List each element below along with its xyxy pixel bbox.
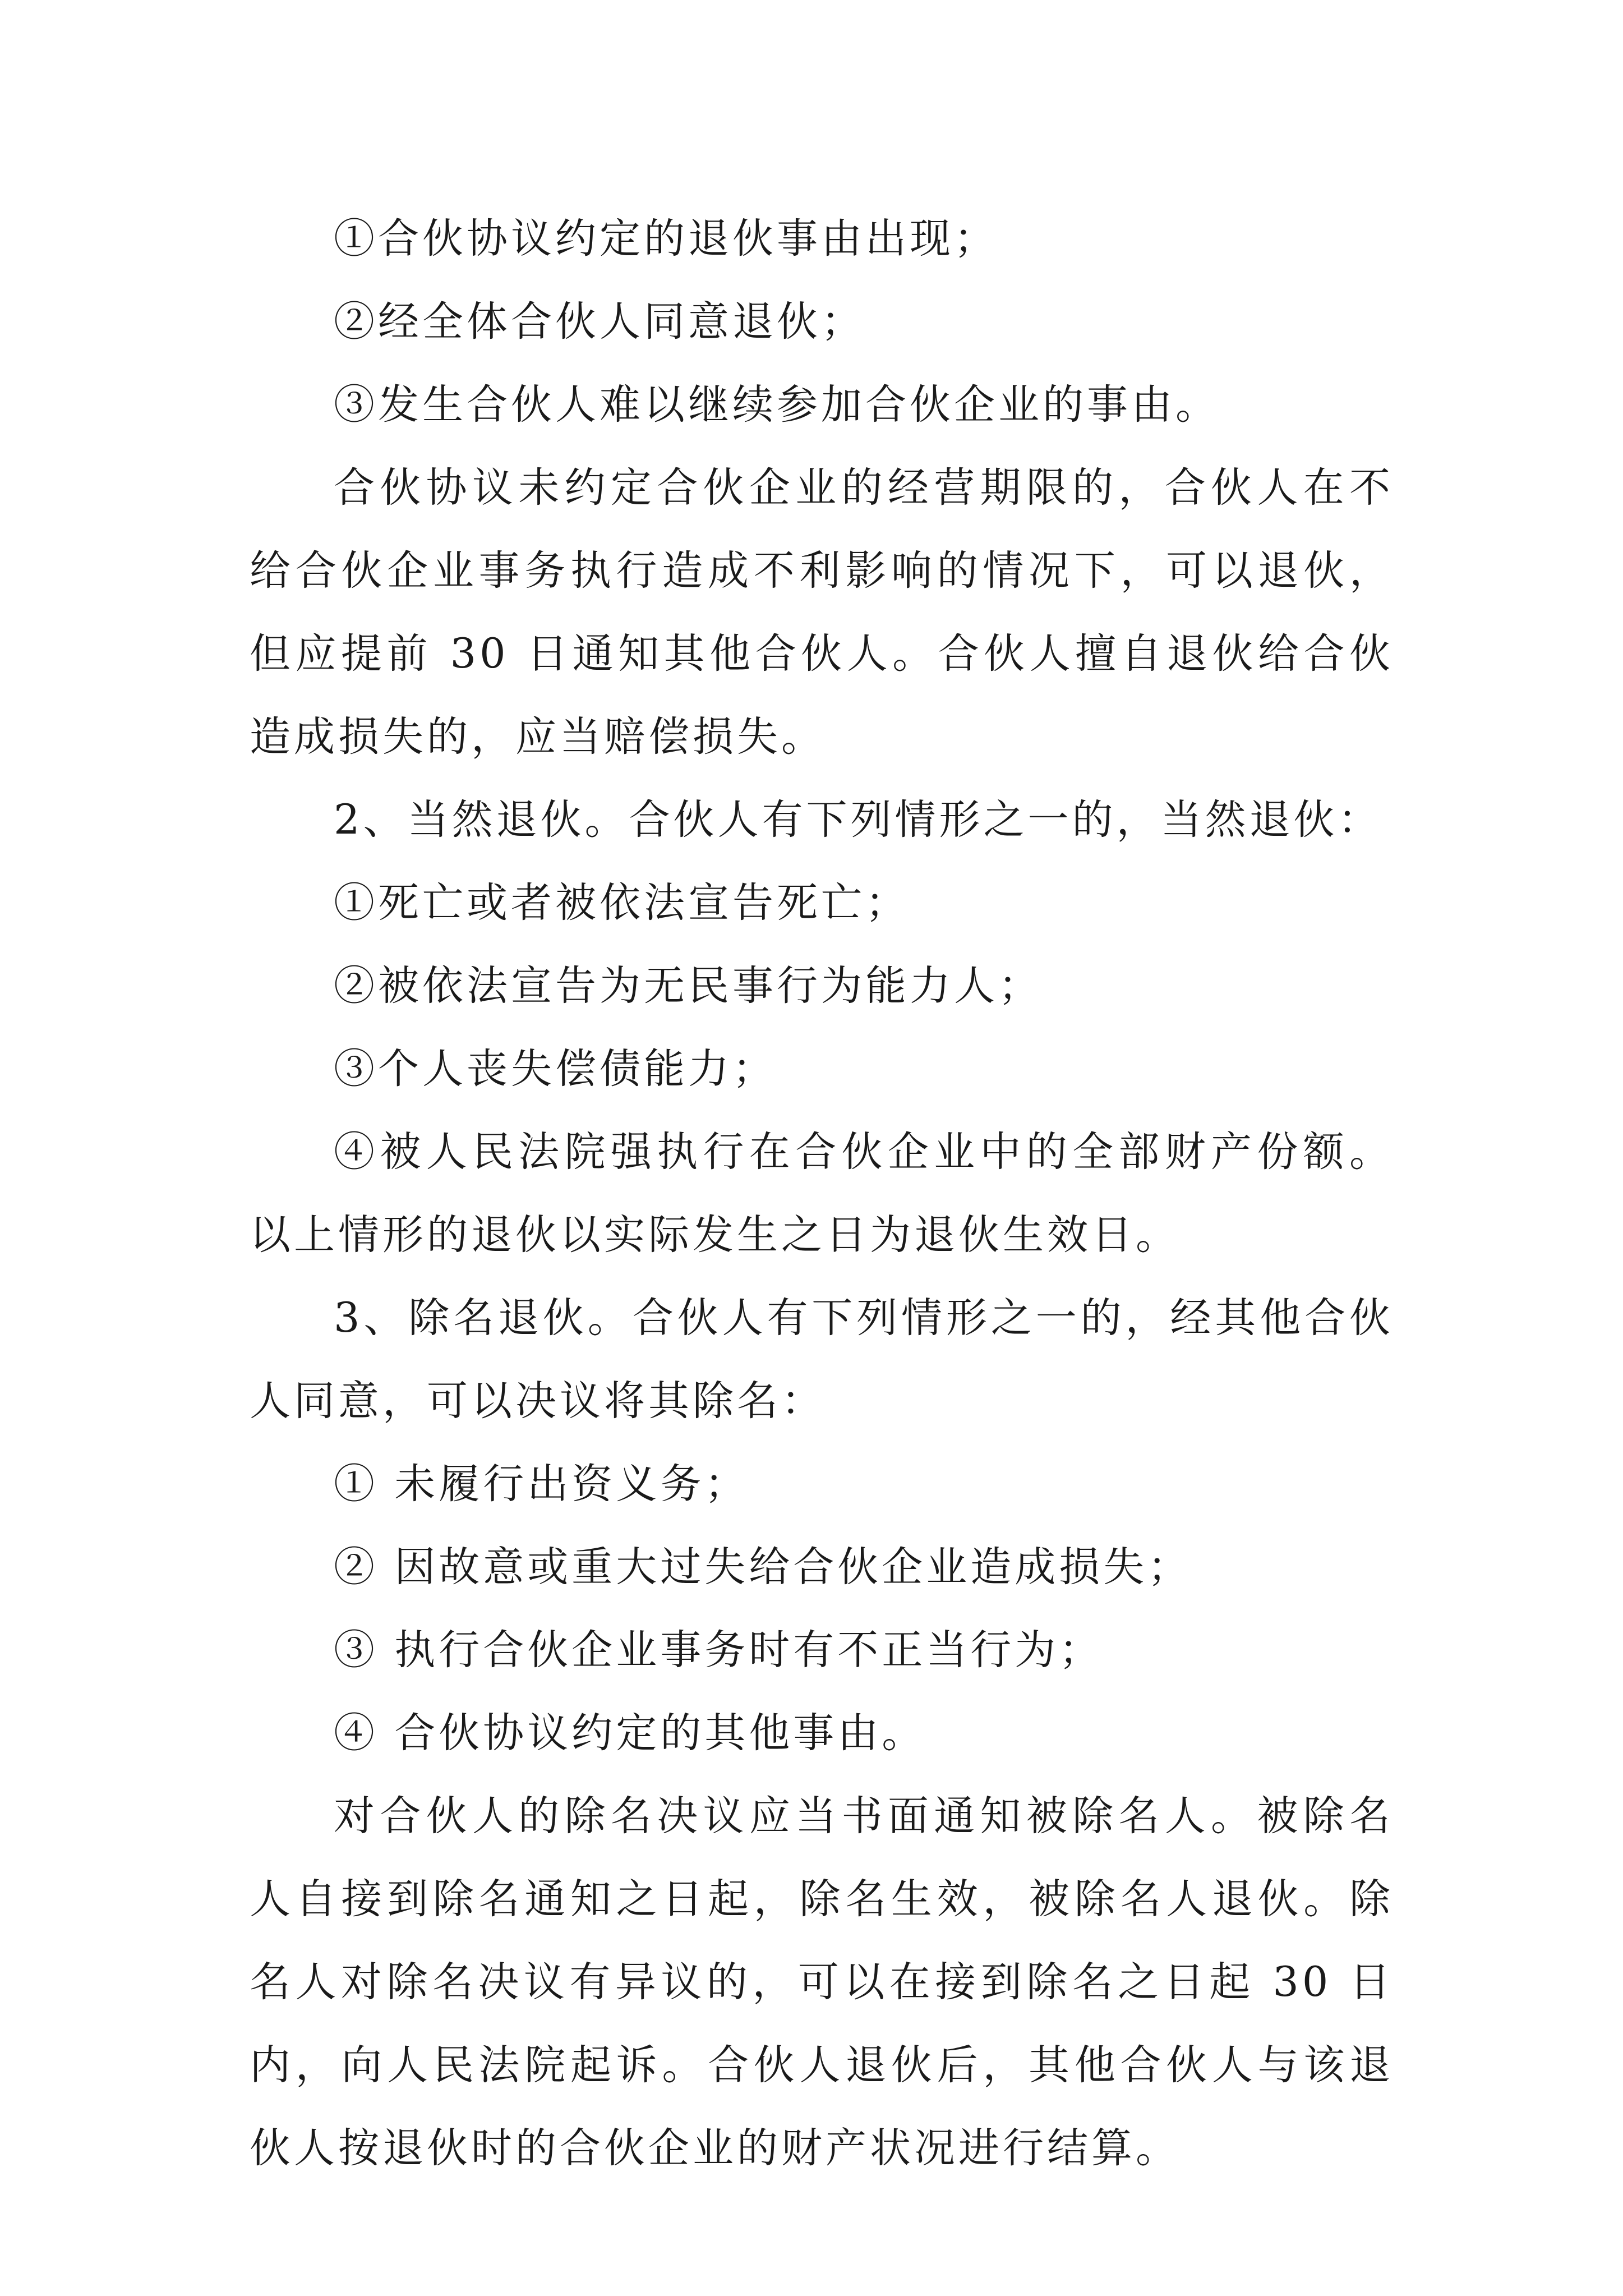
paragraph-8: ③个人丧失偿债能力； [334,1045,777,1093]
paragraph-6: ①死亡或者被依法宣告死亡； [334,879,910,927]
paragraph-7: ②被依法宣告为无民事行为能力人； [334,962,1043,1010]
paragraph-9: ④被人民法院强执行在合伙企业中的全部财产份额。以上情形的退伙以实际发生之日为退伙生效日。 [250,1128,1394,1259]
paragraph-13: ③ 执行合伙企业事务时有不正当行为； [334,1626,1104,1674]
paragraph-2: ②经全体合伙人同意退伙； [334,298,865,346]
paragraph-10: 3、除名退伙。合伙人有下列情形之一的，经其他合伙人同意，可以决议将其除名： [250,1294,1394,1425]
paragraph-3: ③发生合伙人难以继续参加合伙企业的事由。 [334,381,1220,429]
document-body [250,197,1394,2190]
paragraph-1: ①合伙协议约定的退伙事由出现； [334,215,998,263]
paragraph-5: 2、当然退伙。合伙人有下列情形之一的，当然退伙： [334,796,1382,844]
paragraph-15: 对合伙人的除名决议应当书面通知被除名人。被除名人自接到除名通知之日起，除名生效，被除名人退伙。除名人对除名决议有异议的，可以在接到除名之日起 30 日内，向人民法院起诉。合伙人退伙后，其他合伙人与该退伙人按退伙时的合伙企业的财产状况进行结算。 [250,1792,1394,2172]
paragraph-12: ② 因故意或重大过失给合伙企业造成损失； [334,1543,1192,1591]
paragraph-11: ① 未履行出资义务； [334,1460,749,1508]
paragraph-14: ④ 合伙协议约定的其他事由。 [334,1709,926,1757]
paragraph-4: 合伙协议未约定合伙企业的经营期限的，合伙人在不给合伙企业事务执行造成不利影响的情况下，可以退伙，但应提前 30 日通知其他合伙人。合伙人擅自退伙给合伙造成损失的，应当赔偿损失。 [250,464,1394,761]
